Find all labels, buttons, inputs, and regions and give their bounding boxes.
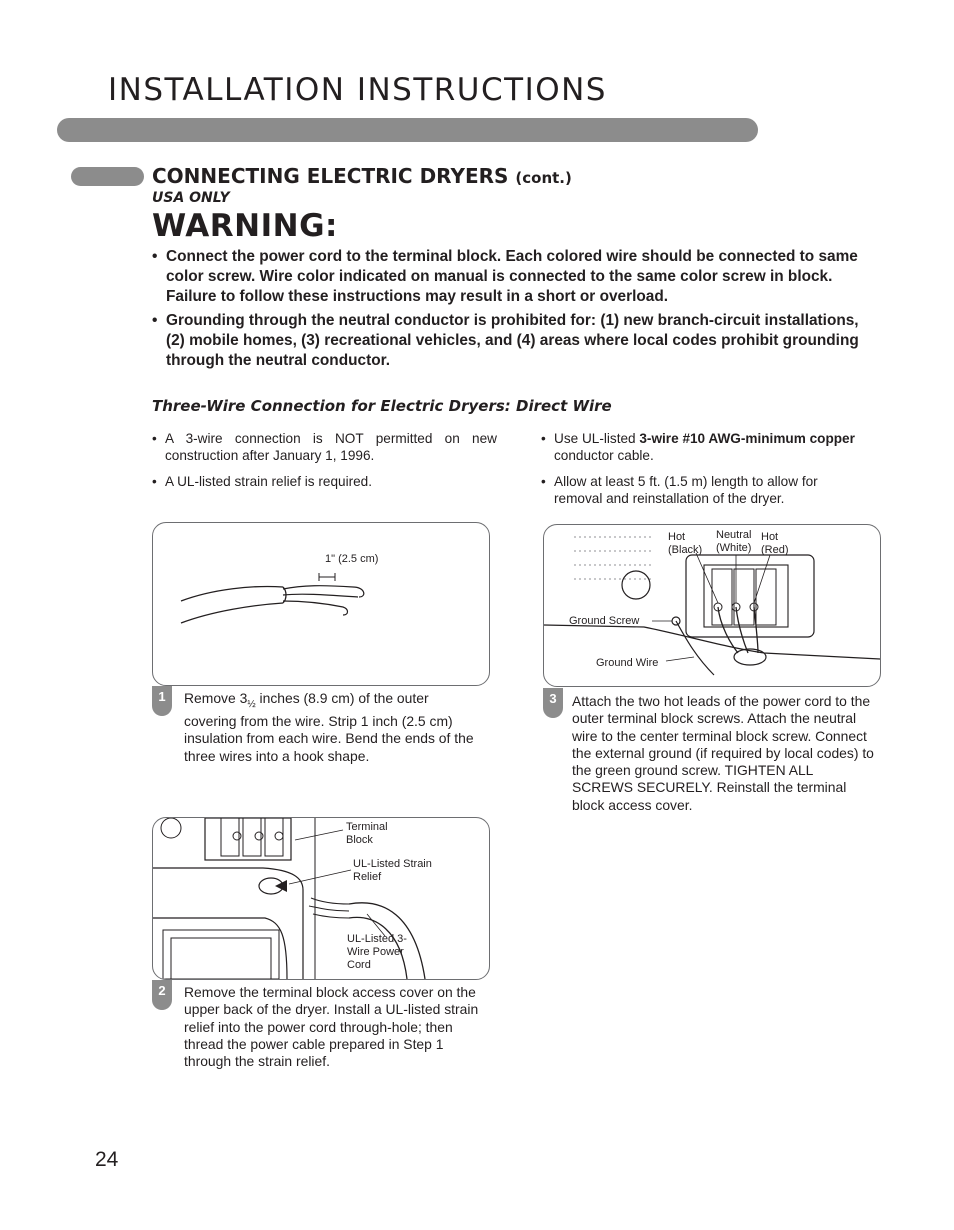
measure-label: 1" (2.5 cm) (325, 553, 379, 565)
step-number-badge: 1 (152, 686, 172, 716)
header-divider-bar (57, 118, 758, 142)
requirement-item (541, 473, 866, 507)
ground-screw-label: Ground Screw (569, 615, 640, 627)
warning-item: • Connect the power cord to the terminal block. Each colored wire should be connected to same color screw. Wire color indicated on manual is connected to the same color screw in block. Failure to follow these instructions may result in a short or overload. (152, 247, 867, 307)
step-number-badge: 2 (152, 980, 172, 1010)
requirement-item (541, 430, 866, 464)
step-2-text: Remove the terminal block access cover on the upper back of the dryer. Install a UL-listed strain relief into the power cord through-hole; then thread the power cable prepared in Step 1 through the strain relief. (184, 984, 479, 1070)
figure-stripped-cable (152, 522, 490, 686)
section-heading-text: CONNECTING ELECTRIC DRYERS (152, 164, 509, 188)
strain-relief-label: UL-Listed Strain Relief (353, 858, 432, 883)
stripped-cable-illustration (153, 523, 489, 685)
terminal-wiring-illustration (544, 525, 880, 686)
ground-wire-label: Ground Wire (596, 657, 659, 669)
page-title: INSTALLATION INSTRUCTIONS (108, 72, 607, 108)
requirement-text: conductor cable. (554, 448, 654, 463)
figure-strain-relief (152, 817, 490, 980)
warning-list (152, 247, 867, 375)
step-1-text (184, 690, 484, 765)
subsection-title: Three-Wire Connection for Electric Dryers: Direct Wire (152, 397, 612, 415)
step-text-part: Remove 3 (184, 690, 248, 706)
requirement-item: • A UL-listed strain relief is required. (152, 473, 497, 490)
neutral-white-label: Neutral (White) (716, 529, 752, 554)
page-number: 24 (95, 1148, 119, 1171)
requirement-text: Use UL-listed (554, 431, 640, 446)
section-marker-pill (71, 167, 144, 186)
strain-relief-illustration (153, 818, 489, 979)
warning-item: • Grounding through the neutral conductor is prohibited for: (1) new branch-circuit installations, (2) mobile homes, (3) recreational vehicles, and (4) areas where local codes prohibit grounding through the neutral conductor. (152, 311, 867, 371)
hot-black-label: Hot (Black) (668, 531, 703, 556)
power-cord-label: UL-Listed 3-Wire Power Cord (347, 933, 407, 971)
step-number-badge: 3 (543, 688, 563, 718)
requirement-item: • A 3-wire connection is NOT permitted on new construction after January 1, 1996. (152, 430, 497, 464)
step-3-text: Attach the two hot leads of the power cord to the outer terminal block screws. Attach the neutral wire to the center terminal block screw. Connect the external ground (if required by local codes) to the green ground screw. TIGHTEN ALL SCREWS SECURELY. Reinstall the terminal block access cover. (572, 693, 874, 813)
section-heading-suffix: (cont.) (515, 169, 572, 187)
step-text-part: inches (8.9 cm) of the outer covering from the wire. Strip 1 inch (2.5 cm) insulation from each wire. Bend the ends of the three wires into a hook shape. (184, 690, 474, 764)
terminal-block-label: Terminal Block (346, 821, 388, 846)
section-heading (152, 164, 572, 188)
requirement-emphasis: 3-wire #10 AWG-minimum copper (639, 431, 855, 446)
hot-red-label: Hot (Red) (761, 531, 789, 556)
figure-terminal-wiring (543, 524, 881, 687)
requirements-list-right (541, 430, 866, 516)
warning-title: WARNING: (152, 208, 338, 244)
requirement-text: Allow at least 5 ft. (1.5 m) length to allow for removal and reinstallation of the dryer. (554, 474, 818, 506)
region-note: USA ONLY (152, 190, 230, 206)
requirements-list-left (152, 430, 497, 499)
step-fraction: ½ (247, 698, 256, 710)
